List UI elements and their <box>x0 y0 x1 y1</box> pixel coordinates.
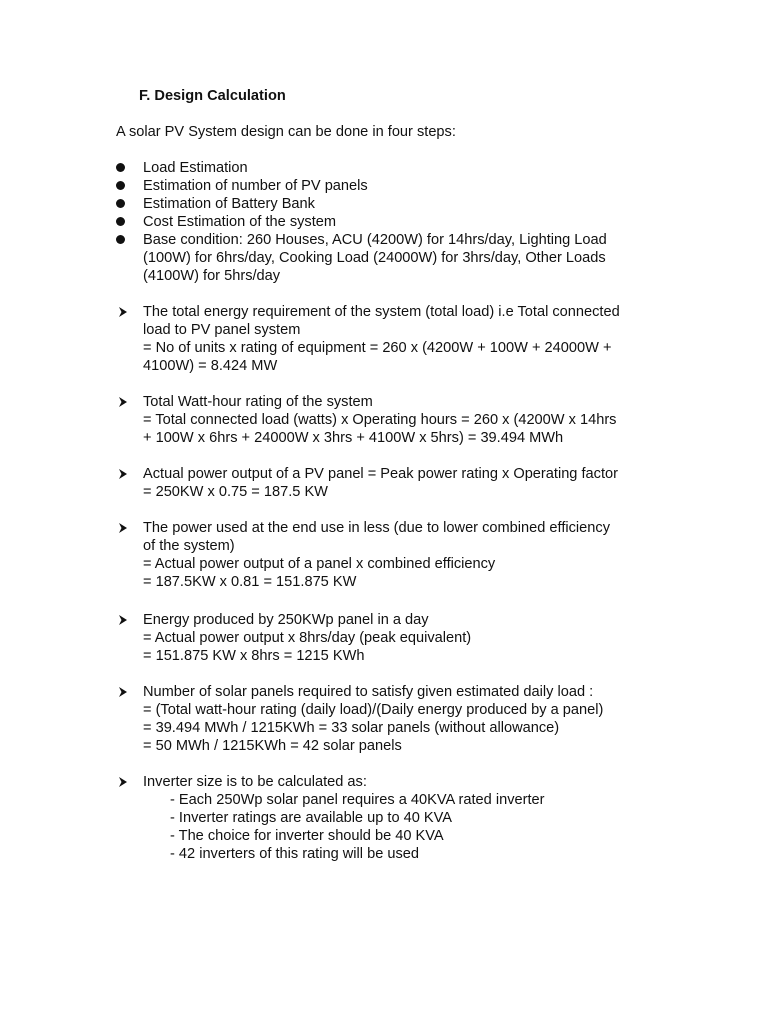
calculation-line: = 50 MWh / 1215KWh = 42 solar panels <box>143 738 402 754</box>
calculation-line: = 151.875 KW x 8hrs = 1215 KWh <box>143 648 365 664</box>
calculation-text <box>143 683 603 755</box>
arrow-bullet-icon <box>117 303 129 321</box>
calculation-line: = Total connected load (watts) x Operating hours = 260 x (4200W x 14hrs <box>143 412 617 428</box>
bullet-dot-icon <box>116 163 125 172</box>
bullet-text <box>143 177 368 195</box>
bullet-dot-icon <box>116 217 125 226</box>
bullet-line: Base condition: 260 Houses, ACU (4200W) for 14hrs/day, Lighting Load <box>143 232 607 248</box>
calculation-line: Total Watt-hour rating of the system <box>143 394 373 410</box>
section-heading: F. Design Calculation <box>139 88 286 104</box>
calculation-line: = 250KW x 0.75 = 187.5 KW <box>143 484 328 500</box>
inverter-detail-line: - 42 inverters of this rating will be used <box>170 846 420 862</box>
inverter-detail-line: - Inverter ratings are available up to 40 KVA <box>170 810 453 826</box>
calculation-text <box>143 303 620 375</box>
calculation-line: = No of units x rating of equipment = 260 x (4200W + 100W + 24000W + <box>143 340 612 356</box>
calculation-text <box>143 393 616 447</box>
calculation-line: = 39.494 MWh / 1215KWh = 33 solar panels (without allowance) <box>143 720 560 736</box>
inverter-detail-line: - Each 250Wp solar panel requires a 40KVA rated inverter <box>170 792 545 808</box>
calculation-line: The power used at the end use in less (due to lower combined efficiency <box>143 520 610 536</box>
calculation-text <box>143 519 610 591</box>
calculation-text <box>143 465 618 501</box>
bullet-line: Estimation of Battery Bank <box>143 196 315 212</box>
calculation-line: load to PV panel system <box>143 322 301 338</box>
inverter-detail-line: - The choice for inverter should be 40 KVA <box>170 828 444 844</box>
calculation-text <box>143 773 545 863</box>
bullet-dot-icon <box>116 199 125 208</box>
calculation-line: The total energy requirement of the system (total load) i.e Total connected <box>143 304 620 320</box>
calculation-line: = Actual power output x 8hrs/day (peak equivalent) <box>143 630 472 646</box>
bullet-text <box>143 213 336 231</box>
arrow-bullet-icon <box>117 611 129 629</box>
calculation-line: Number of solar panels required to satisfy given estimated daily load : <box>143 684 594 700</box>
arrow-bullet-icon <box>117 519 129 537</box>
arrow-bullet-icon <box>117 393 129 411</box>
bullet-line: (4100W) for 5hrs/day <box>143 268 281 284</box>
bullet-text <box>143 231 607 285</box>
calculation-line: 4100W) = 8.424 MW <box>143 358 278 374</box>
arrow-bullet-icon <box>117 465 129 483</box>
bullet-text <box>143 195 315 213</box>
bullet-line: Estimation of number of PV panels <box>143 178 368 194</box>
calculation-line: of the system) <box>143 538 235 554</box>
arrow-bullet-icon <box>117 683 129 701</box>
calculation-line: = 187.5KW x 0.81 = 151.875 KW <box>143 574 357 590</box>
calculation-line: = Actual power output of a panel x combined efficiency <box>143 556 496 572</box>
bullet-line: Load Estimation <box>143 160 248 176</box>
calculation-line: = (Total watt-hour rating (daily load)/(Daily energy produced by a panel) <box>143 702 604 718</box>
arrow-bullet-icon <box>117 773 129 791</box>
bullet-line: (100W) for 6hrs/day, Cooking Load (24000W) for 3hrs/day, Other Loads <box>143 250 606 266</box>
calculation-line: Inverter size is to be calculated as: <box>143 774 367 790</box>
calculation-line: Energy produced by 250KWp panel in a day <box>143 612 429 628</box>
bullet-dot-icon <box>116 181 125 190</box>
calculation-line: Actual power output of a PV panel = Peak power rating x Operating factor <box>143 466 618 482</box>
bullet-text <box>143 159 248 177</box>
calculation-line: + 100W x 6hrs + 24000W x 3hrs + 4100W x 5hrs) = 39.494 MWh <box>143 430 564 446</box>
bullet-dot-icon <box>116 235 125 244</box>
calculation-text <box>143 611 471 665</box>
bullet-line: Cost Estimation of the system <box>143 214 337 230</box>
intro-paragraph: A solar PV System design can be done in four steps: <box>116 124 456 140</box>
